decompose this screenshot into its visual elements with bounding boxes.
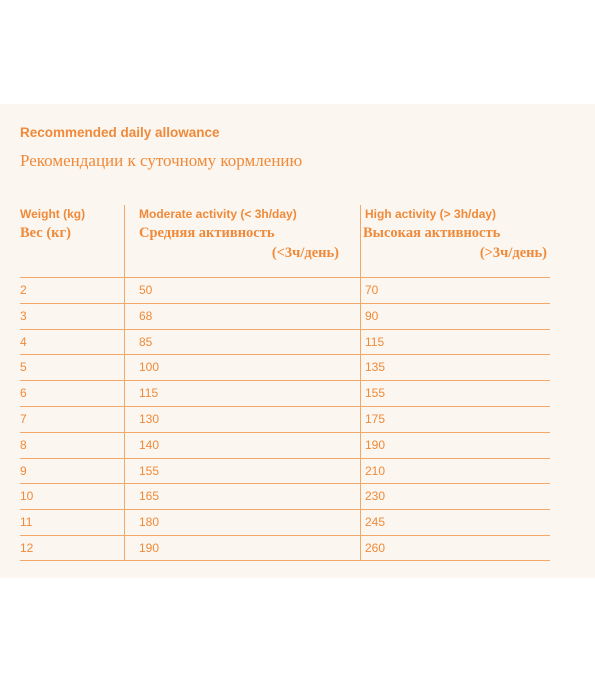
weight-cell: 5 [20, 360, 27, 375]
high-cell: 135 [365, 360, 386, 375]
weight-cell: 12 [20, 540, 34, 555]
moderate-cell: 85 [139, 334, 153, 349]
high-cell: 155 [365, 386, 386, 401]
high-cell: 90 [365, 308, 379, 323]
table-body [20, 277, 550, 561]
moderate-cell: 68 [139, 308, 153, 323]
table-row [20, 483, 550, 509]
weight-cell: 10 [20, 489, 34, 504]
weight-cell: 8 [20, 437, 27, 452]
moderate-cell: 115 [139, 386, 159, 401]
moderate-cell: 165 [139, 489, 160, 504]
table-row [20, 303, 550, 329]
header-high-ru-note: (>3ч/день) [479, 245, 547, 261]
table-row [20, 277, 550, 303]
weight-cell: 6 [20, 386, 27, 401]
header-weight-ru: Вес (кг) [20, 225, 71, 241]
moderate-cell: 50 [139, 283, 153, 297]
weight-cell: 2 [20, 283, 27, 297]
title-english: Recommended daily allowance [20, 125, 220, 140]
moderate-cell: 130 [139, 411, 160, 426]
moderate-cell: 180 [139, 515, 160, 530]
table-row [20, 509, 550, 535]
table-row [20, 354, 550, 380]
header-weight [20, 205, 120, 277]
weight-cell: 7 [20, 411, 27, 426]
table-row [20, 458, 550, 484]
high-cell: 115 [365, 334, 385, 349]
header-moderate-en: Moderate activity (< 3h/day) [139, 207, 297, 221]
weight-cell: 4 [20, 334, 27, 349]
high-cell: 70 [365, 283, 379, 297]
high-cell: 245 [365, 515, 386, 530]
header-high [363, 205, 547, 277]
header-moderate [139, 205, 339, 277]
header-moderate-ru-note: (<3ч/день) [271, 245, 339, 261]
high-cell: 190 [365, 437, 386, 452]
weight-cell: 9 [20, 463, 27, 478]
table-row [20, 535, 550, 561]
title-russian: Рекомендации к суточному кормлению [20, 151, 303, 170]
moderate-cell: 155 [139, 463, 160, 478]
high-cell: 260 [365, 540, 386, 555]
header-high-en: High activity (> 3h/day) [365, 207, 497, 221]
weight-cell: 11 [20, 515, 33, 530]
table-row [20, 406, 550, 432]
high-cell: 175 [365, 411, 386, 426]
header-high-ru: Высокая активность [363, 225, 501, 241]
weight-cell: 3 [20, 308, 27, 323]
table-row [20, 380, 550, 406]
table-row [20, 432, 550, 458]
moderate-cell: 190 [139, 540, 160, 555]
moderate-cell: 140 [139, 437, 160, 452]
header-weight-en: Weight (kg) [20, 207, 86, 221]
header-moderate-ru: Средняя активность [139, 225, 275, 241]
high-cell: 210 [365, 463, 386, 478]
table-row [20, 329, 550, 355]
high-cell: 230 [365, 489, 386, 504]
moderate-cell: 100 [139, 360, 160, 375]
